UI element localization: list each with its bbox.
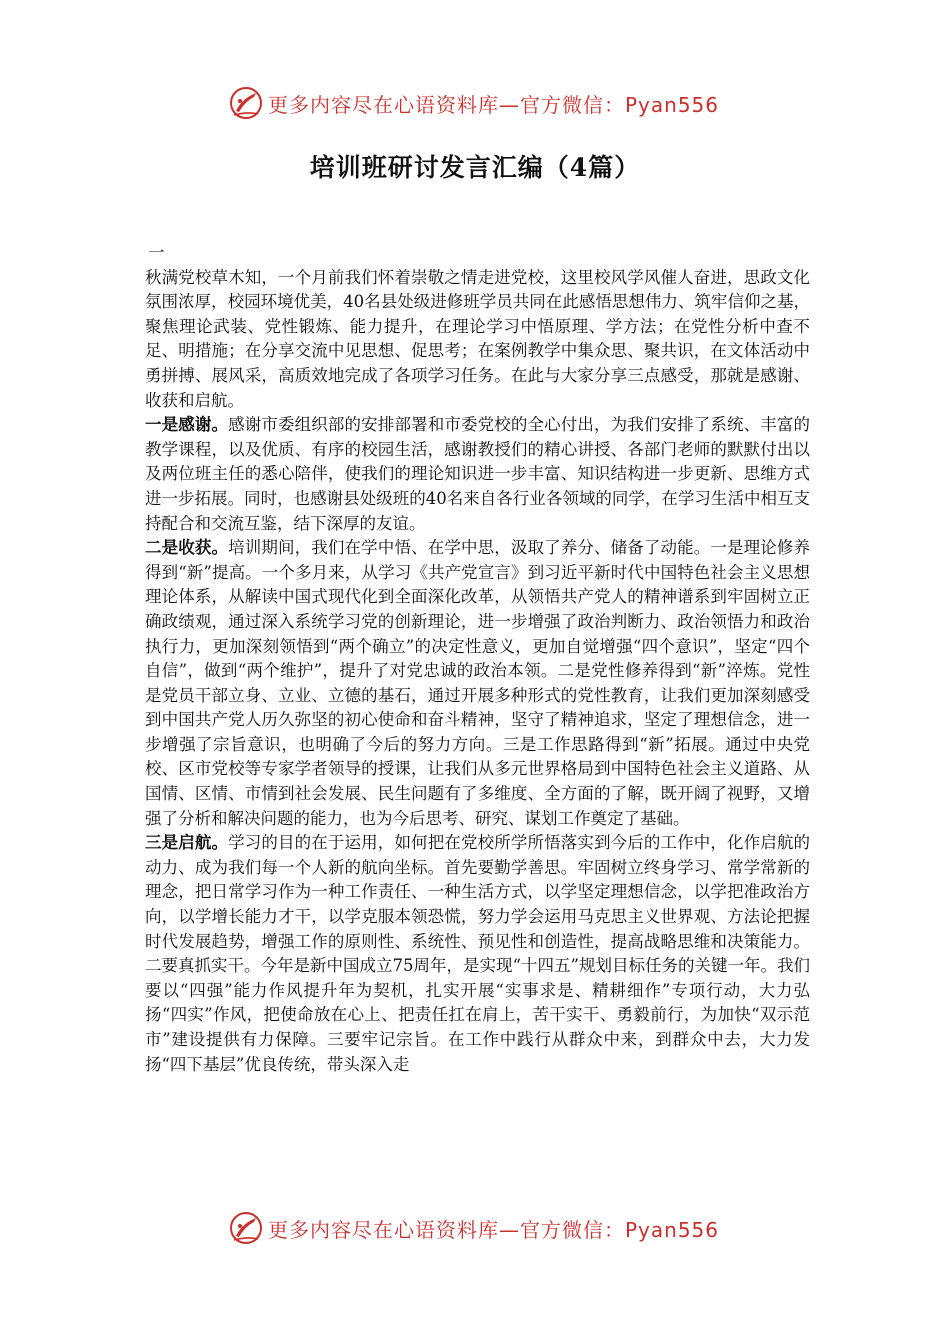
pen-scroll-logo-icon bbox=[228, 1210, 264, 1246]
section-marker: 一 bbox=[148, 243, 165, 262]
paragraph-harvest bbox=[145, 536, 810, 831]
footer-banner-separator: — bbox=[499, 1217, 520, 1242]
footer-banner-suffix: 官方微信：Pyan556 bbox=[520, 1217, 720, 1242]
intro-paragraph: 秋满党校草木知，一个月前我们怀着崇敬之情走进党校，这里校风学风催人奋进，思政文化氛围浓厚，校园环境优美，40名县处级进修班学员共同在此感悟思想伟力、筑牢信仰之基，聚焦理论武装、党性锻炼、能力提升，在理论学习中悟原理、学方法；在党性分析中查不足、明措施；在分享交流中见思想、促思考；在案例教学中集众思、聚共识，在文体活动中勇拼搏、展风采，高质效地完成了各项学习任务。在此与大家分享三点感受，那就是感谢、收获和启航。 bbox=[145, 267, 810, 410]
document-title: 培训班研讨发言汇编（4篇） bbox=[309, 153, 641, 182]
header-banner-suffix: 官方微信：Pyan556 bbox=[520, 92, 720, 117]
footer-banner[interactable] bbox=[228, 1208, 748, 1248]
paragraph-setsail-body: 学习的目的在于运用，如何把在党校所学所悟落实到今后的工作中，化作启航的动力、成为我们每一个人新的航向坐标。首先要勤学善思。牢固树立终身学习、常学常新的理念，把日常学习作为一种工作责任、一种生活方式，以学坚定理想信念，以学把准政治方向，以学增长能力才干，以学克服本领恐慌，努力学会运用马克思主义世界观、方法论把握时代发展趋势，增强工作的原则性、系统性、预见性和创造性，提高战略思维和决策能力。二要真抓实干。今年是新中国成立75周年，是实现“十四五”规划目标任务的关键一年。我们要以“四强”能力作风提升年为契机，扎实开展“实事求是、精耕细作”专项行动，大力弘扬“四实”作风，把使命放在心上、把责任扛在肩上，苦干实干、勇毅前行，为加快“双示范市”建设提供有力保障。三要牢记宗旨。在工作中践行从群众中来，到群众中去，大力发扬“四下基层”优良传统，带头深入走 bbox=[145, 833, 811, 1074]
header-banner[interactable] bbox=[228, 83, 748, 123]
pen-scroll-logo-icon bbox=[228, 85, 264, 121]
header-banner-separator: — bbox=[499, 92, 520, 117]
paragraph-harvest-lead: 二是收获。 bbox=[145, 538, 229, 558]
paragraph-setsail bbox=[145, 831, 810, 1077]
paragraph-setsail-lead: 三是启航。 bbox=[145, 833, 229, 853]
header-banner-main: 更多内容尽在心语资料库 bbox=[268, 92, 499, 117]
paragraph-gratitude bbox=[145, 413, 810, 536]
paragraph-gratitude-body: 感谢市委组织部的安排部署和市委党校的全心付出，为我们安排了系统、丰富的教学课程，以及优质、有序的校园生活，感谢教授们的精心讲授、各部门老师的默默付出以及两位班主任的悉心陪伴，使我们的理论知识进一步丰富、知识结构进一步更新、思维方式进一步拓展。同时，也感谢县处级班的40名来自各行业各领域的同学，在学习生活中相互支持配合和交流互鉴，结下深厚的友谊。 bbox=[145, 415, 811, 533]
paragraph-gratitude-lead: 一是感谢。 bbox=[145, 415, 229, 435]
footer-banner-text bbox=[268, 1214, 719, 1243]
document-body bbox=[145, 241, 810, 1077]
paragraph-harvest-body: 培训期间，我们在学中悟、在学中思，汲取了养分、储备了动能。一是理论修养得到“新”提高。一个多月来，从学习《共产党宣言》到习近平新时代中国特色社会主义思想理论体系，从解读中国式现代化到全面深化改革，从领悟共产党人的精神谱系到牢固树立正确政绩观，通过深入系统学习党的创新理论，进一步增强了政治判断力、政治领悟力和政治执行力，更加深刻领悟到“两个确立”的决定性意义，更加自觉增强“四个意识”，坚定“四个自信”，做到“两个维护”，提升了对党忠诚的政治本领。二是党性修养得到“新”淬炼。党性是党员干部立身、立业、立德的基石，通过开展多种形式的党性教育，让我们更加深刻感受到中国共产党人历久弥坚的初心使命和奋斗精神，坚守了精神追求，坚定了理想信念，进一步增强了宗旨意识，也明确了今后的努力方向。三是工作思路得到“新”拓展。通过中央党校、区市党校等专家学者领导的授课，让我们从多元世界格局到中国特色社会主义道路、从国情、区情、市情到社会发展、民生问题有了多维度、全方面的了解，既开阔了视野，又增强了分析和解决问题的能力，也为今后思考、研究、谋划工作奠定了基础。 bbox=[145, 538, 811, 828]
header-banner-text bbox=[268, 89, 719, 118]
footer-banner-main: 更多内容尽在心语资料库 bbox=[268, 1217, 499, 1242]
